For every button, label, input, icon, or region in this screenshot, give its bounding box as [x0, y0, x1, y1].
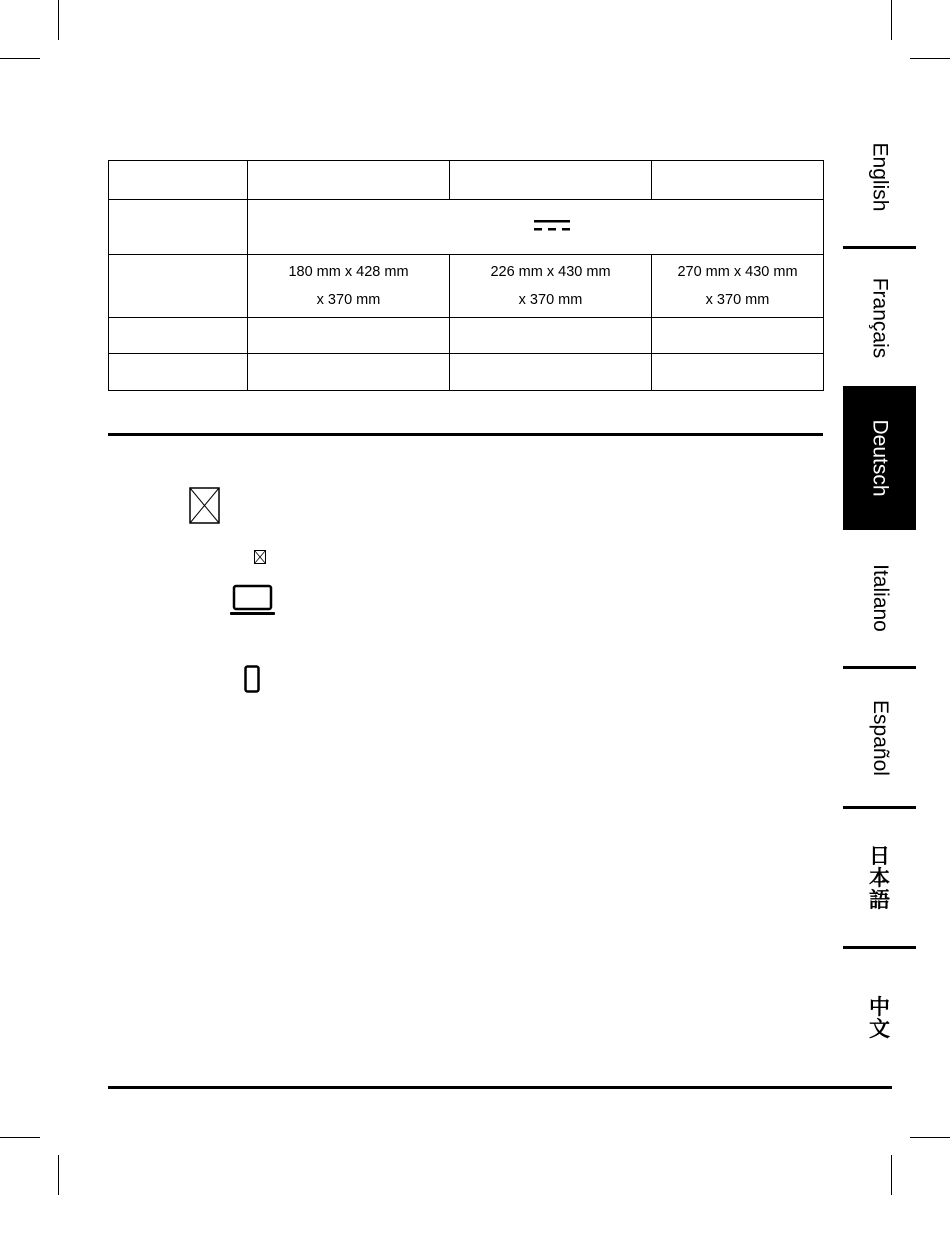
section-divider — [108, 433, 823, 436]
laptop-icon — [229, 584, 276, 617]
dimension-cell — [450, 255, 652, 318]
missing-image-icon — [254, 550, 266, 564]
crop-mark — [58, 0, 59, 40]
crop-mark — [910, 1137, 950, 1138]
tab-japanese[interactable] — [843, 809, 916, 946]
table-cell — [450, 318, 652, 354]
tab-label-char: 文 — [869, 1016, 890, 1041]
dimension-line-1: 226 mm x 430 mm — [490, 264, 611, 280]
tab-label — [869, 996, 890, 1040]
tab-label-char: 語 — [869, 887, 890, 912]
tab-label-char: 本 — [869, 865, 890, 890]
table-cell — [450, 354, 652, 391]
dimension-line-2: x 370 mm — [705, 292, 770, 308]
table-cell — [109, 161, 248, 200]
tab-label: Français — [868, 277, 892, 358]
tab-deutsch[interactable] — [843, 386, 916, 530]
tab-label: English — [868, 142, 892, 212]
table-row — [109, 200, 824, 255]
table-cell — [652, 354, 824, 391]
dimension-line-2: x 370 mm — [518, 292, 583, 308]
table-cell — [652, 318, 824, 354]
tab-label: Deutsch — [868, 419, 892, 497]
table-cell — [109, 200, 248, 255]
phone-icon — [244, 665, 260, 693]
spec-table — [108, 160, 824, 391]
dimension-line-1: 180 mm x 428 mm — [288, 264, 409, 280]
tab-chinese[interactable] — [843, 949, 916, 1086]
tab-english[interactable] — [843, 108, 916, 246]
table-cell — [109, 255, 248, 318]
tab-label: Español — [868, 699, 892, 776]
dimension-cell — [248, 255, 450, 318]
table-row — [109, 255, 824, 318]
tab-espanol[interactable] — [843, 669, 916, 806]
dimension-cell — [652, 255, 824, 318]
table-cell — [109, 318, 248, 354]
tab-label-char: 日 — [869, 843, 890, 868]
table-cell — [450, 161, 652, 200]
table-row — [109, 161, 824, 200]
table-row — [109, 354, 824, 391]
dc-symbol-icon — [534, 220, 570, 232]
table-cell — [109, 354, 248, 391]
tab-francais[interactable] — [843, 249, 916, 386]
crop-mark — [0, 1137, 40, 1138]
table-cell — [248, 354, 450, 391]
tab-italiano[interactable] — [843, 530, 916, 666]
table-row — [109, 318, 824, 354]
dimension-line-2: x 370 mm — [316, 292, 381, 308]
table-cell — [652, 161, 824, 200]
table-cell-power — [248, 200, 824, 255]
language-tabs — [843, 108, 916, 1078]
crop-mark — [891, 0, 892, 40]
tab-label-char: 中 — [869, 994, 890, 1019]
tab-label: Italiano — [868, 564, 892, 632]
missing-image-icon — [189, 487, 220, 524]
crop-mark — [58, 1155, 59, 1195]
dimension-line-1: 270 mm x 430 mm — [677, 264, 798, 280]
footer-divider — [108, 1086, 892, 1089]
tab-label — [869, 845, 890, 911]
crop-mark — [0, 58, 40, 59]
crop-mark — [910, 58, 950, 59]
crop-mark — [891, 1155, 892, 1195]
table-cell — [248, 161, 450, 200]
table-cell — [248, 318, 450, 354]
